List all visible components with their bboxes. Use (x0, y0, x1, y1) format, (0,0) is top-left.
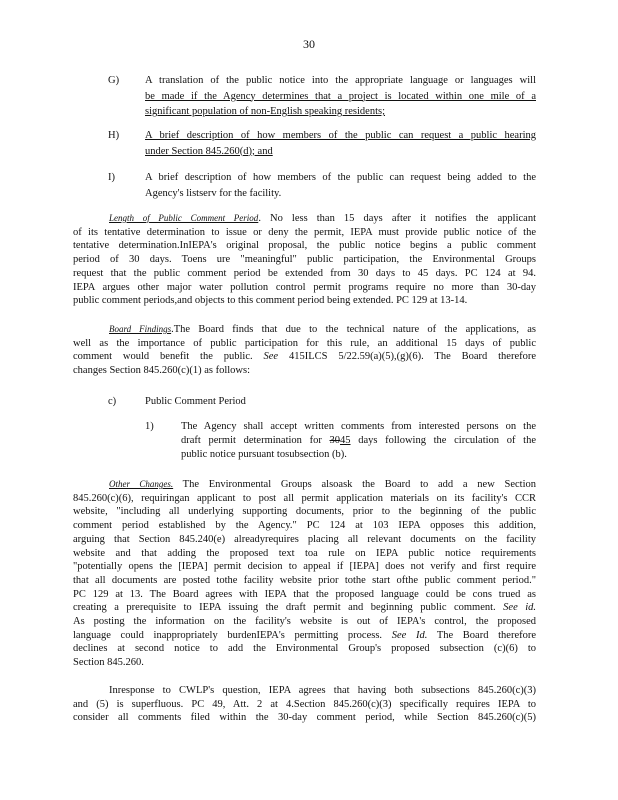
text-line: public notice pursuant tosubsection (b). (181, 449, 347, 460)
text-line: draft permit determination for (181, 435, 330, 446)
text-line: website, "including all underlying supporting documents, prior to the beginning of the public (73, 506, 536, 518)
text-line: PC 129 at 13. The Board agrees with IEPA that the proposed language could be cons trued as (73, 588, 536, 600)
text-line: The Board therefore (436, 629, 536, 641)
section-heading: Length of Public Comment Period (109, 213, 259, 223)
text-line: As posting the information on the facility's website is out of IEPA's control, the proposed (73, 616, 536, 628)
list-marker: 1) (145, 421, 154, 432)
text-line: Section 845.260. (73, 657, 144, 669)
text-line: tentative determination.InIEPA's original proposal, the public notice begins a public comment (73, 240, 536, 252)
text-line: website and that adding the proposed text toa rule on IEPA public notice requirements (73, 547, 536, 559)
other-changes-paragraph (73, 478, 536, 670)
text-line: A brief description of how members of the public can request a public hearing (145, 130, 536, 141)
text-line: creating a prerequisite to IEPA issuing the draft permit and beginning public comment. (73, 602, 496, 614)
text-line: arguing that Section 845.240(e) alreadyrequires placing all relevant documents on the facility (73, 533, 536, 545)
text-line: language could inappropriately burdenIEPA's permitting process. (73, 629, 383, 641)
length-comment-period-paragraph (73, 212, 536, 308)
subsection-c (108, 395, 246, 409)
list-item-g (108, 73, 536, 120)
text-line: Agency's listserv for the facility. (145, 187, 282, 199)
text-line: . No less than 15 days after it notifies the applicant (258, 213, 536, 224)
see-citation: See id. (503, 602, 536, 614)
text-line: period of 30 days. Toens ure "meaningful" public participation, the Environmental Groups (73, 254, 536, 266)
text-line: Inresponse to CWLP's question, IEPA agrees that having both subsections 845.260(c)(3) (109, 685, 536, 696)
text-line: that all documents are posted tothe facility website prior tothe start ofthe public comment period." (73, 574, 536, 586)
section-heading: Board Findings (109, 324, 172, 334)
list-item-i (108, 170, 536, 201)
text-line: The Agency shall accept written comments from interested persons on the (181, 421, 536, 432)
text-line: "potentially opens the [IEPA] permit decision to appeal if [IEPA] does not verify and first require (73, 561, 536, 573)
subsection-c1 (145, 420, 536, 462)
page-number: 30 (303, 37, 315, 51)
text-line: public comment periods,and objects to this comment period being extended. PC 129 at 13-14. (73, 295, 468, 307)
inserted-text: 45 (340, 435, 351, 446)
text-line: A translation of the public notice into the appropriate language or languages will (145, 75, 536, 86)
cwlp-response-paragraph (73, 684, 536, 725)
list-marker: H) (108, 130, 120, 141)
text-line: of its tentative determination to issue or deny the permit, IEPA must provide public notice of the (73, 226, 536, 238)
text-line: The Environmental Groups alsoask the Board to add a new Section (182, 479, 536, 490)
see-citation: See (263, 351, 279, 363)
text-line: 415ILCS 5/22.59(a)(5),(g)(6). The Board therefore (288, 351, 536, 363)
struck-text: 30 (329, 435, 341, 446)
text-line: under Section 845.260(d); and (145, 145, 273, 157)
text-line: consider all comments filed within the 30-day comment period, while Section 845.260(c)(5) (73, 712, 536, 724)
text-line: comment would benefit the public. (73, 351, 253, 363)
see-citation: See Id. (391, 629, 428, 641)
text-line: comment period established by the Agency." PC 124 at 103 IEPA opposes this addition, (73, 520, 536, 532)
list-marker: c) (108, 396, 117, 407)
list-marker: I) (108, 172, 115, 183)
board-findings-paragraph (73, 323, 536, 378)
text-line: days following the circulation of the (350, 435, 536, 446)
text-line: be made if the Agency determines that a project is located within one mile of a (145, 90, 536, 102)
text-line: 845.260(c)(6), requiringan applicant to post all permit application materials on its facility's CCR (73, 492, 536, 504)
text-line: and (5) is superfluous. PC 49, Att. 2 at 4.Section 845.260(c)(3) specifically requires IEPA to (73, 698, 536, 710)
list-item-h (108, 128, 536, 159)
section-heading: Other Changes. (109, 479, 174, 489)
list-marker: G) (108, 75, 120, 86)
text-line: significant population of non-English speaking residents; (145, 106, 386, 117)
subsection-title: Public Comment Period (145, 396, 246, 407)
text-line: .The Board finds that due to the technical nature of the applications, as (171, 324, 536, 335)
text-line: IEPA argues other major water pollution control permit programs require no more than 30-day (73, 281, 536, 293)
text-line: well as the importance of public participation for this rule, an additional 15 days of public (73, 337, 536, 349)
text-line: declines at second notice to add the Environmental Group's proposed subsection (c)(6) to (73, 643, 536, 655)
text-line: changes Section 845.260(c)(1) as follows: (73, 365, 250, 377)
text-line: A brief description of how members of the public can request being added to the (145, 172, 536, 183)
text-line: request that the public comment period be extended from 30 days to 45 days. PC 124 at 94. (73, 267, 536, 279)
